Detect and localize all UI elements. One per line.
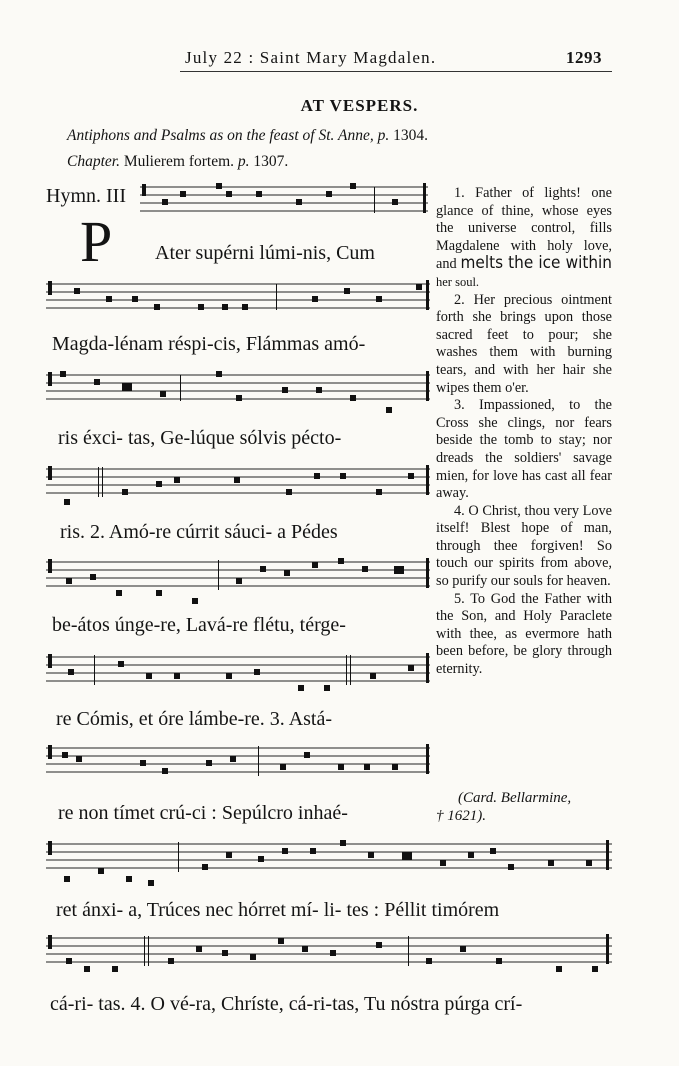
staff-3-svg: [46, 369, 432, 415]
lyric-line-8: ret ánxi- a, Trúces nec hórret mí- li- tes : Péllit timórem: [56, 899, 500, 921]
chant-staff-9: [46, 932, 614, 982]
stanza-1: 1. Father of lights! one glance of thine, whose eyes the universe control, fills Magdalene with holy love, and: [436, 185, 612, 273]
lyric-line-6: re Cómis, et óre lámbe-re. 3. Astá-: [56, 708, 333, 730]
lyric-line-3: ris éxci- tas, Ge-lúque sólvis pécto-: [58, 427, 342, 449]
running-title: July 22 : Saint Mary Magdalen.: [185, 48, 437, 67]
drop-cap: P: [80, 209, 113, 274]
page-number: 1293: [566, 48, 602, 67]
chant-staff-1: [140, 181, 430, 217]
translation-column: [436, 185, 612, 679]
staff-2-svg: [46, 278, 432, 316]
stanza-5: 5. To God the Father with the Son, and Holy Paraclete with thee, as evermore hath been before, be glory through eternity.: [436, 590, 612, 678]
chant-staff-3: [46, 369, 432, 415]
staff-8-svg: [46, 838, 614, 888]
intro-line-chapter: Chapter. Mulierem fortem. p. 1307.: [67, 153, 289, 170]
header-rule: [180, 71, 612, 72]
chant-staff-7: [46, 742, 432, 788]
stanza-1-emphasis: melts the ice within: [460, 253, 612, 274]
intro-line-antiphons: Antiphons and Psalms as on the feast of St. Anne, p. 1304.: [67, 127, 428, 144]
lyric-line-2: Magda-lénam réspi-cis, Flámmas amó-: [52, 333, 366, 355]
hymn-label: Hymn. III: [46, 185, 126, 207]
chant-staff-6: [46, 651, 432, 697]
lyric-line-5: be-átos únge-re, Lavá-re flétu, térge-: [52, 614, 346, 636]
chant-staff-2: [46, 278, 432, 316]
chant-staff-5: [46, 556, 432, 606]
section-title: AT VESPERS.: [300, 96, 419, 115]
stanza-2: 2. Her precious ointment forth she brings upon those sacred feet to pour; she washes them with burning tears, and with her hair she wipes them o'er.: [436, 291, 612, 396]
stanza-4: 4. O Christ, thou very Love itself! Blest hope of man, through thee forgiven! So touch our spirits from above, so purify our souls for heaven.: [436, 502, 612, 590]
running-header: [0, 46, 679, 70]
staff-9-svg: [46, 932, 614, 982]
chant-staff-4: [46, 463, 432, 509]
staff-4-svg: [46, 463, 432, 509]
lyric-line-7: re non tímet crú-ci : Sepúlcro inhaé-: [58, 802, 348, 824]
attribution-date: † 1621).: [436, 808, 486, 824]
lyric-line-9: cá-ri- tas. 4. O vé-ra, Chríste, cá-ri-tas, Tu nóstra púrga crí-: [50, 993, 523, 1015]
lyric-line-1: Ater supérni lúmi-nis, Cum: [155, 242, 375, 264]
chant-staff-8: [46, 838, 614, 888]
staff-5-svg: [46, 556, 432, 606]
staff-6-svg: [46, 651, 432, 697]
staff-7-svg: [46, 742, 432, 788]
lyric-line-4: ris. 2. Amó-re cúrrit sáuci- a Pédes: [60, 521, 338, 543]
staff-1-svg: [140, 181, 430, 217]
stanza-3: 3. Impassioned, to the Cross she clings, nor fears beside the tomb to stay; nor dreads the soldiers' savage mien, for love has cast all fear away.: [436, 397, 612, 502]
attribution: [436, 789, 612, 825]
stanza-1-end: her soul.: [436, 274, 480, 289]
attribution-author: (Card. Bellarmine,: [458, 790, 572, 806]
